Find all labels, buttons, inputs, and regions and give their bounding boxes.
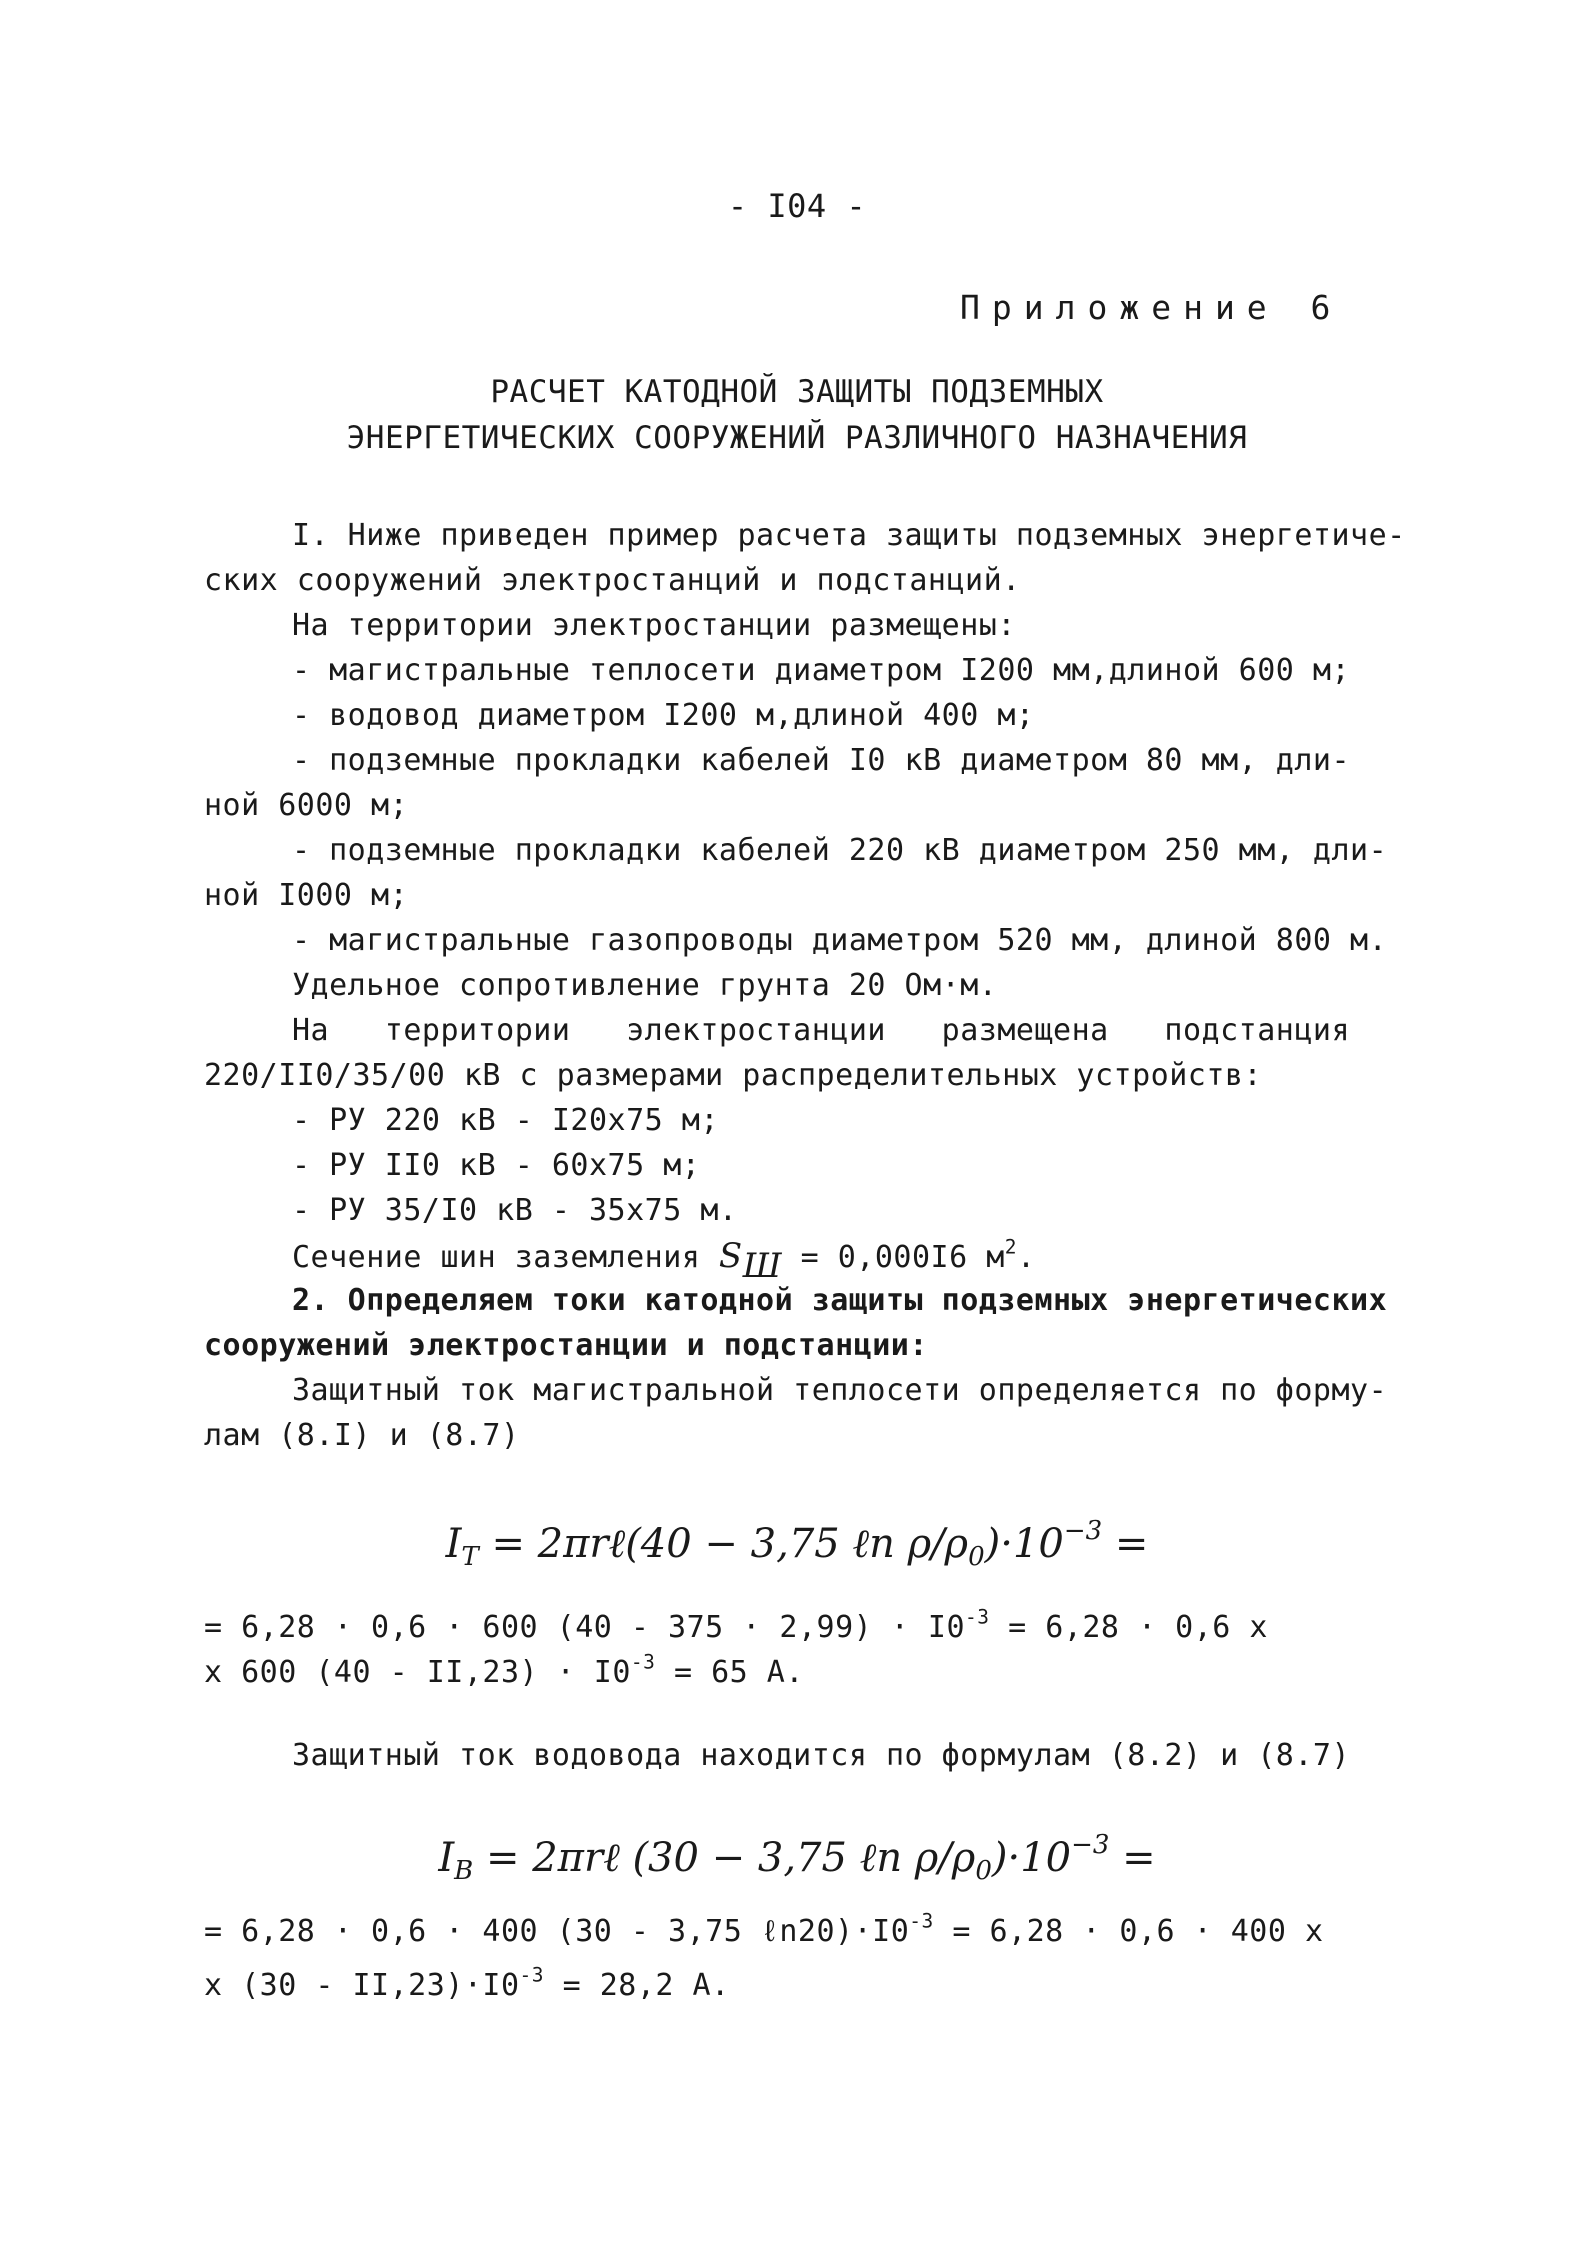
switchgear-220kv: - РУ 220 кВ - I20x75 м; bbox=[292, 1103, 719, 1138]
busbar-section-end: . bbox=[1017, 1240, 1036, 1275]
item-cables-10kv-line-2: ной 6000 м; bbox=[204, 788, 409, 823]
heat-current-line-2: лам (8.I) и (8.7) bbox=[204, 1418, 520, 1453]
heat-current-line-1: Защитный ток магистральной теплосети определяется по форму- bbox=[292, 1373, 1388, 1408]
territory-intro: На территории электростанции размещены: bbox=[292, 608, 1016, 643]
page-number: - I04 - bbox=[727, 187, 867, 225]
paragraph-1-line-1: I. Ниже приведен пример расчета защиты подземных энергетиче- bbox=[292, 518, 1406, 553]
substation-line-2: 220/II0/35/00 кВ с размерами распределительных устройств: bbox=[204, 1058, 1263, 1093]
item-cables-220kv-line-1: - подземные прокладки кабелей 220 кВ диаметром 250 мм, дли- bbox=[292, 833, 1388, 868]
appendix-label: Приложение 6 bbox=[960, 288, 1343, 327]
formula-water-pipe: $I_В$ = 2πrℓ (30 − 3,75 ℓn $\rho/\rho_0)\cdot 10^{-3}$ = bbox=[438, 1829, 1156, 1886]
substation-line-1: На территории электростанции размещена подстанция bbox=[292, 1013, 1351, 1048]
switchgear-35kv: - РУ 35/I0 кВ - 35x75 м. bbox=[292, 1193, 738, 1228]
item-water-pipe: - водовод диаметром I200 м,длиной 400 м; bbox=[292, 698, 1035, 733]
section-2-line-1: 2. Определяем токи катодной защиты подземных энергетических bbox=[292, 1283, 1388, 1318]
item-cables-10kv-line-1: - подземные прокладки кабелей I0 кВ диаметром 80 мм, дли- bbox=[292, 743, 1351, 778]
busbar-section-exponent: 2 bbox=[1004, 1235, 1018, 1259]
calc-heat-line-2: x 600 $(40 - II,23) \cdot I0^{-3} = 65$ А. bbox=[204, 1650, 804, 1690]
busbar-section-value: = 0,000I6 м bbox=[782, 1240, 1005, 1275]
item-gas-pipes: - магистральные газопроводы диаметром 520 мм, длиной 800 м. bbox=[292, 923, 1388, 958]
title-line-2: ЭНЕРГЕТИЧЕСКИХ СООРУЖЕНИЙ РАЗЛИЧНОГО НАЗНАЧЕНИЯ bbox=[346, 420, 1248, 456]
calc-water-line-1: = 6,28 · 0,6 · 400 (30 - 3,75 $\ell n20)\cdot I0^{-3} = 6,28 \cdot 0,6 \cdot 400$ x bbox=[204, 1909, 1324, 1949]
busbar-section-subscript: Ш bbox=[742, 1246, 783, 1287]
busbar-section-symbol: S bbox=[718, 1236, 743, 1276]
switchgear-110kv: - РУ II0 кВ - 60x75 м; bbox=[292, 1148, 701, 1183]
water-current-intro: Защитный ток водовода находится по формулам (8.2) и (8.7) bbox=[292, 1738, 1351, 1773]
paragraph-1-line-2: ских сооружений электростанций и подстанций. bbox=[204, 563, 1021, 598]
title-line-1: РАСЧЕТ КАТОДНОЙ ЗАЩИТЫ ПОДЗЕМНЫХ bbox=[490, 374, 1104, 410]
busbar-section-text: Сечение шин заземления bbox=[292, 1240, 719, 1275]
calc-water-line-2: x $(30 - II,23)\cdot I0^{-3} = 28,2$ А. bbox=[204, 1963, 730, 2003]
calc-heat-line-1: = 6,28 · 0,6 · 600 $(40 - 375 \cdot 2,99) \cdot I0^{-3} = 6,28 \cdot 0,6$ x bbox=[204, 1605, 1268, 1645]
formula-heat-network: $I_Т$ = 2πrℓ(40 − 3,75 ℓn $\rho/\rho_0)\cdot 10^{-3}$ = bbox=[445, 1515, 1149, 1572]
item-heat-networks: - магистральные теплосети диаметром I200 мм,длиной 600 м; bbox=[292, 653, 1351, 688]
item-cables-220kv-line-2: ной I000 м; bbox=[204, 878, 409, 913]
section-2-line-2: сооружений электростанции и подстанции: bbox=[204, 1328, 928, 1363]
soil-resistivity: Удельное сопротивление грунта 20 Ом·м. bbox=[292, 968, 998, 1003]
busbar-section-line bbox=[292, 1235, 1036, 1287]
